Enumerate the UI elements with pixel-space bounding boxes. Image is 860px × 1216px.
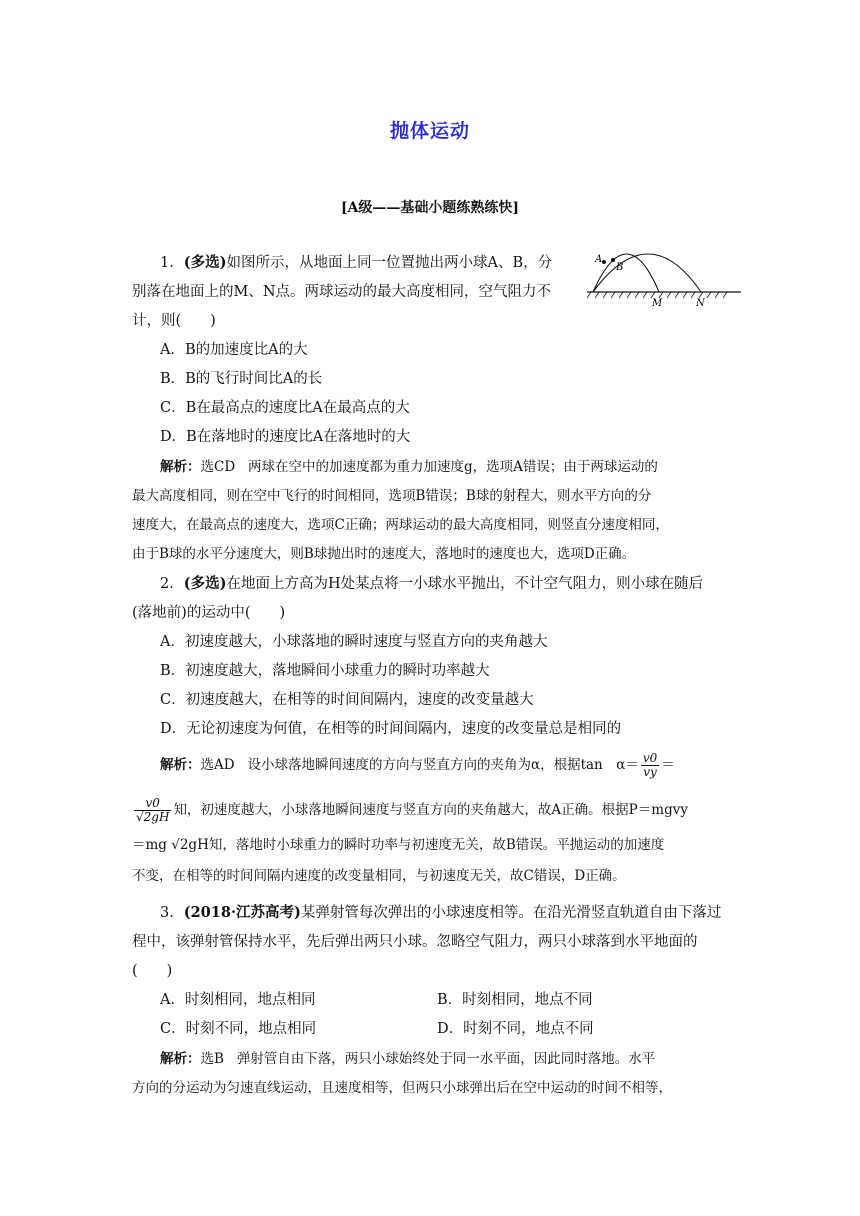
- q2-line1: 2．(多选)在地面上方高为H处某点将一小球水平抛出，不计空气阻力，则小球在随后: [160, 575, 704, 592]
- q2-option-b: B．初速度越大，落地瞬间小球重力的瞬时功率越大: [160, 663, 490, 679]
- q1-line1: 1．(多选)如图所示，从地面上同一位置抛出两小球A、B，分: [160, 254, 553, 271]
- fraction-v0-vy: $\frac{v0}{vy}$: [642, 751, 658, 779]
- q1-option-b: B．B的飞行时间比A的长: [160, 371, 323, 387]
- projectile-diagram: [585, 240, 745, 310]
- q3-explanation-line1: 解析：选B 弹射管自由下落，两只小球始终处于同一水平面，因此同时落地。水平: [160, 1051, 656, 1067]
- q1-explanation-line3: 速度大，在最高点的速度大，选项C正确；两球运动的最大高度相同，则竖直分速度相同，: [132, 517, 669, 533]
- label-n: N: [696, 298, 705, 309]
- q3-line3: ( ): [132, 963, 173, 979]
- label-b: B: [616, 262, 624, 273]
- q2-explanation-line4: 不变，在相等的时间间隔内速度的改变量相同，与初速度无关，故C错误，D正确。: [132, 868, 626, 884]
- q2-explanation-line2: $\frac{v0}{√2gH}$ 知，初速度越大，小球落地瞬间速度与竖直方向的夹角越大，故A正确。根据P＝mgvy: [136, 796, 688, 824]
- q3-option-d: D．时刻不同，地点不同: [437, 1021, 594, 1037]
- q1-line3: 计，则( ): [132, 313, 216, 329]
- q2-line2: (落地前)的运动中( ): [132, 605, 286, 621]
- q3-line2: 程中，该弹射管保持水平，先后弹出两只小球。忽略空气阻力，两只小球落到水平地面的: [132, 934, 698, 950]
- label-a: A: [595, 254, 603, 265]
- q3-line1: 3．(2018·江苏高考)某弹射管每次弹出的小球速度相等。在沿光滑竖直轨道自由下落过: [160, 904, 722, 921]
- q2-option-c: C．初速度越大，在相等的时间间隔内，速度的改变量越大: [160, 692, 534, 708]
- page-title: 抛体运动: [389, 120, 470, 142]
- q2-option-d: D．无论初速度为何值，在相等的时间间隔内，速度的改变量总是相同的: [160, 721, 622, 737]
- q1-explanation-line1: 解析：选CD 两球在空中的加速度都为重力加速度g，选项A错误；由于两球运动的: [160, 459, 658, 475]
- label-m: M: [652, 298, 663, 309]
- q1-explanation-line4: 由于B球的水平分速度大，则B球抛出时的速度大，落地时的速度也大，选项D正确。: [132, 546, 636, 562]
- q3-option-a: A．时刻相同，地点相同: [160, 992, 316, 1008]
- q3-option-c: C．时刻不同，地点相同: [160, 1021, 317, 1037]
- q3-explanation-line2: 方向的分运动为匀速直线运动，且速度相等，但两只小球弹出后在空中运动的时间不相等，: [132, 1080, 672, 1096]
- q1-option-d: D．B在落地时的速度比A在落地时的大: [160, 429, 411, 445]
- q2-option-a: A．初速度越大，小球落地的瞬时速度与竖直方向的夹角越大: [160, 634, 548, 650]
- q1-explanation-line2: 最大高度相同，则在空中飞行的时间相同，选项B错误；B球的射程大，则水平方向的分: [132, 488, 652, 504]
- q2-explanation-line1: 解析：选AD 设小球落地瞬间速度的方向与竖直方向的夹角为α，根据tan α＝ $\frac{v0}{vy}$ ＝: [160, 751, 675, 779]
- section-heading: [A级——基础小题练熟练快]: [340, 200, 520, 216]
- q1-option-a: A．B的加速度比A的大: [160, 342, 308, 358]
- q3-option-b: B．时刻相同，地点不同: [437, 992, 593, 1008]
- fraction-v0-sqrt2gh: $\frac{v0}{√2gH}$: [136, 796, 170, 824]
- q2-explanation-line3: ＝mg √2gH知，落地时小球重力的瞬时功率与初速度无关，故B错误。平抛运动的加速度: [132, 837, 665, 853]
- q1-option-c: C．B在最高点的速度比A在最高点的大: [160, 400, 410, 416]
- q1-line2: 别落在地面上的M、N点。两球运动的最大高度相同，空气阻力不: [132, 284, 552, 300]
